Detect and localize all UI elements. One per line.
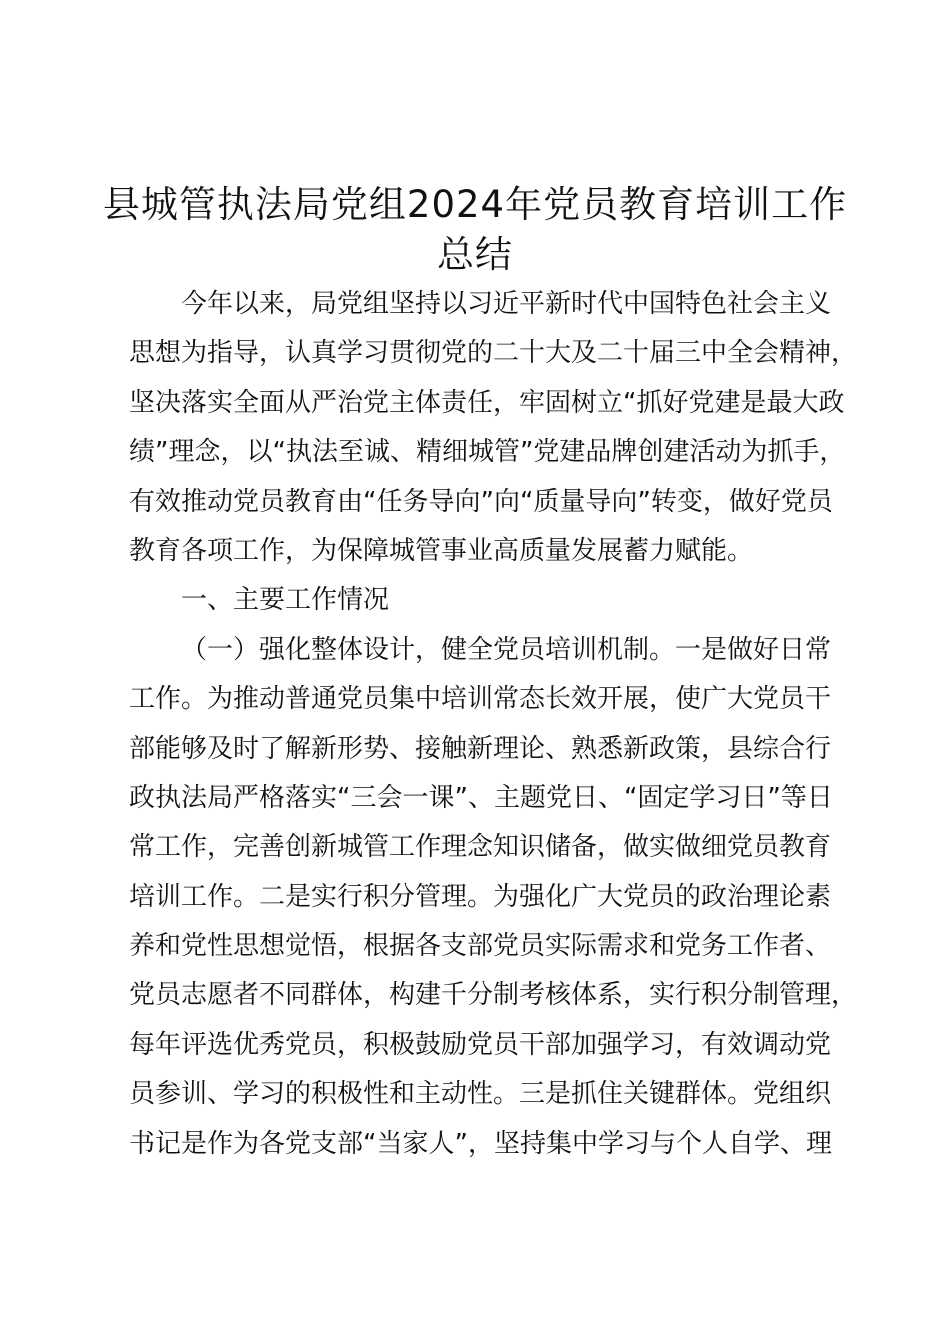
paragraph (129, 282, 858, 578)
text-line: 教育各项工作，为保障城管事业高质量发展蓄力赋能。 (129, 535, 754, 566)
text-line: 工作。为推动普通党员集中培训常态长效开展，使广大党员干 (129, 684, 832, 715)
paragraph (129, 628, 858, 1171)
document-body (129, 282, 858, 1171)
text-line: 一、主要工作情况 (181, 585, 390, 616)
text-line: 养和党性思想觉悟，根据各支部党员实际需求和党务工作者、 (129, 931, 832, 962)
text-line: 员参训、学习的积极性和主动性。三是抓住关键群体。党组织 (129, 1079, 832, 1110)
text-line: 思想为指导，认真学习贯彻党的二十大及二十届三中全会精神， (129, 338, 858, 369)
text-line: （一）强化整体设计，健全党员培训机制。一是做好日常 (181, 634, 832, 665)
text-line: 坚决落实全面从严治党主体责任，牢固树立“抓好党建是最大政 (129, 387, 845, 418)
document-title (0, 180, 950, 280)
title-line: 总结 (437, 233, 513, 276)
text-line: 绩”理念，以“执法至诚、精细城管”党建品牌创建活动为抓手， (129, 437, 846, 468)
text-line: 部能够及时了解新形势、接触新理论、熟悉新政策，县综合行 (129, 733, 832, 764)
text-line: 每年评选优秀党员，积极鼓励党员干部加强学习，有效调动党 (129, 1029, 832, 1060)
text-line: 党员志愿者不同群体，构建千分制考核体系，实行积分制管理， (129, 980, 858, 1011)
text-line: 政执法局严格落实“三会一课”、主题党日、“固定学习日”等日 (129, 782, 833, 813)
text-line: 常工作，完善创新城管工作理念知识储备，做实做细党员教育 (129, 832, 832, 863)
text-line: 有效推动党员教育由“任务导向”向“质量导向”转变，做好党员 (129, 486, 833, 517)
paragraph (129, 578, 829, 627)
text-line: 培训工作。二是实行积分管理。为强化广大党员的政治理论素 (129, 881, 832, 912)
title-line: 县城管执法局党组2024年党员教育培训工作 (102, 183, 848, 226)
text-line: 书记是作为各党支部“当家人”，坚持集中学习与个人自学、理 (129, 1128, 832, 1159)
text-line: 今年以来，局党组坚持以习近平新时代中国特色社会主义 (181, 289, 832, 319)
